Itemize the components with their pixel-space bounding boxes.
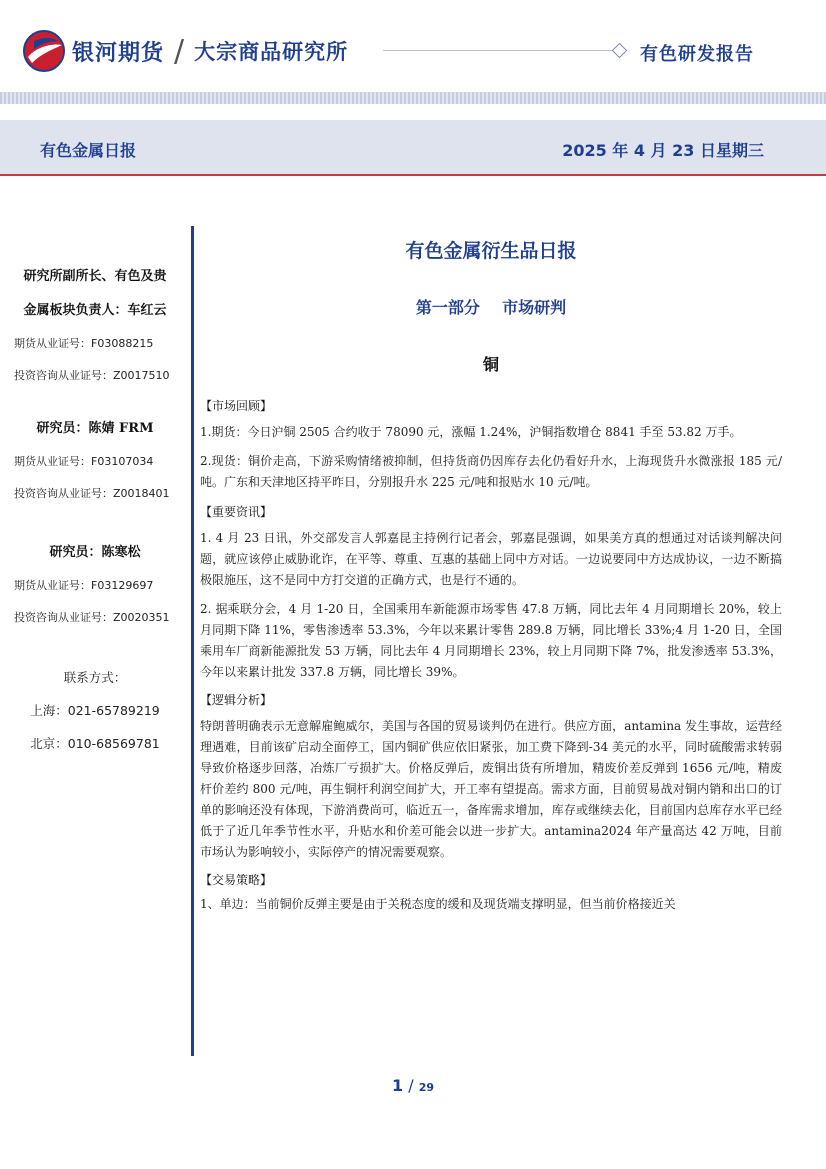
part-title: 第一部分 市场研判 bbox=[415, 298, 567, 317]
doc-title: 有色金属衍生品日报 bbox=[405, 240, 577, 262]
report-type: 有色研发报告 bbox=[640, 44, 754, 65]
analyst1-futures-cert: 期货从业证号：F03107034 bbox=[14, 455, 154, 468]
main-content bbox=[200, 226, 782, 915]
galaxy-logo-icon bbox=[22, 29, 66, 73]
lead-title-line1: 研究所副所长、有色及贵 bbox=[23, 269, 167, 284]
analyst1-advisory-cert: 投资咨询从业证号：Z0018401 bbox=[14, 487, 170, 500]
news-item-1: 1. 4 月 23 日讯，外交部发言人郭嘉昆主持例行记者会，郭嘉昆强调，如果美方真的想通过对话谈判解决问题，就应该停止威胁讹诈，在平等、尊重、互惠的基础上同中方对话。一边说要同中方达成协议，一边不断搞极限施压，这不是同中方打交道的正确方式，也是行不通的。 bbox=[200, 531, 782, 587]
logic-analysis: 特朗普明确表示无意解雇鲍威尔，美国与各国的贸易谈判仍在进行。供应方面，antamina 发生事故，运营经理遇难，目前该矿启动全面停工，国内铜矿供应依旧紧张，加工费下降到-34 美元的水平，同时硫酸需求转弱导致价格逐步回落，冶炼厂亏损扩大。价格反弹后，废铜出货有所增加，精废价差反弹到 1656 元/吨，精废杆价差约 800 元/吨，再生铜杆利润空间扩大，开工率有望提高。需求方面，目前贸易战对铜内销和出口的订单的影响还没有体现，下游消费尚可，临近五一，备库需求增加，库存或继续去化，目前国内总库存水平已经低于了近几年季节性水平，升贴水和价差可能会以进一步扩大。antamina2024 年产量高达 42 万吨，目前市场认为影响较小，实际停产的情况需要观察。 bbox=[200, 719, 782, 859]
market-review-futures: 1.期货：今日沪铜 2505 合约收于 78090 元，涨幅 1.24%，沪铜指数增仓 8841 手至 53.82 万手。 bbox=[200, 425, 742, 439]
strategy-item-1: 1、单边：当前铜价反弹主要是由于关税态度的缓和及现货端支撑明显，但当前价格接近关 bbox=[200, 897, 676, 911]
brand-logo-area bbox=[22, 28, 348, 74]
lead-futures-cert: 期货从业证号：F03088215 bbox=[14, 337, 154, 350]
lead-advisory-cert: 投资咨询从业证号：Z0017510 bbox=[14, 369, 170, 382]
brand-name: 银河期货 bbox=[72, 40, 165, 66]
contact-shanghai: 上海：021-65789219 bbox=[30, 703, 160, 718]
news-tag: 【重要资讯】 bbox=[200, 505, 273, 519]
author-sidebar bbox=[0, 262, 190, 752]
report-date: 2025 年 4 月 23 日星期三 bbox=[562, 141, 764, 160]
page-footer bbox=[0, 1076, 826, 1095]
market-review-tag: 【市场回顾】 bbox=[200, 399, 273, 413]
lead-title-line2: 金属板块负责人：车红云 bbox=[23, 303, 167, 318]
analyst2-name: 研究员：陈寒松 bbox=[49, 545, 141, 560]
logic-tag: 【逻辑分析】 bbox=[200, 693, 273, 707]
strategy-tag: 【交易策略】 bbox=[200, 873, 273, 887]
contact-beijing: 北京：010-68569781 bbox=[30, 736, 160, 751]
news-item-2: 2. 据乘联分会，4 月 1-20 日，全国乘用车新能源市场零售 47.8 万辆，同比去年 4 月同期增长 20%，较上月同期下降 11%，零售渗透率 53.3%，今年以来累计零售 289.8 万辆，同比增长 33%;4 月 1-20 日，全国乘用车厂商新能源批发 53 万辆，同比去年 4 月同期增长 23%，较上月同期下降 7%，批发渗透率 53.3%，今年以来累计批发 337.8 万辆，同比增长 39%。 bbox=[200, 602, 782, 679]
diamond-icon bbox=[612, 43, 628, 59]
title-divider: / bbox=[174, 33, 185, 69]
analyst2-futures-cert: 期货从业证号：F03129697 bbox=[14, 579, 154, 592]
page-total: 29 bbox=[418, 1081, 435, 1094]
sidebar-divider bbox=[191, 226, 194, 1056]
daily-report-title: 有色金属日报 bbox=[40, 141, 137, 160]
page-separator: / bbox=[408, 1076, 414, 1095]
analyst2-advisory-cert: 投资咨询从业证号：Z0020351 bbox=[14, 611, 170, 624]
contact-label: 联系方式： bbox=[63, 670, 127, 685]
title-band-underline bbox=[0, 174, 826, 176]
market-review-spot: 2.现货：铜价走高，下游采购情绪被抑制，但持货商仍因库存去化仍看好升水，上海现货升水微涨报 185 元/吨。广东和天津地区持平昨日，分别报升水 225 元/吨和报贴水 10 元/吨。 bbox=[200, 454, 782, 489]
section-title-copper: 铜 bbox=[482, 355, 499, 374]
header-stripe-band bbox=[0, 92, 826, 104]
header-rule bbox=[383, 50, 618, 51]
institute-name: 大宗商品研究所 bbox=[194, 40, 349, 64]
page-current: 1 bbox=[391, 1076, 404, 1095]
analyst1-name: 研究员：陈婧 FRM bbox=[36, 421, 154, 436]
